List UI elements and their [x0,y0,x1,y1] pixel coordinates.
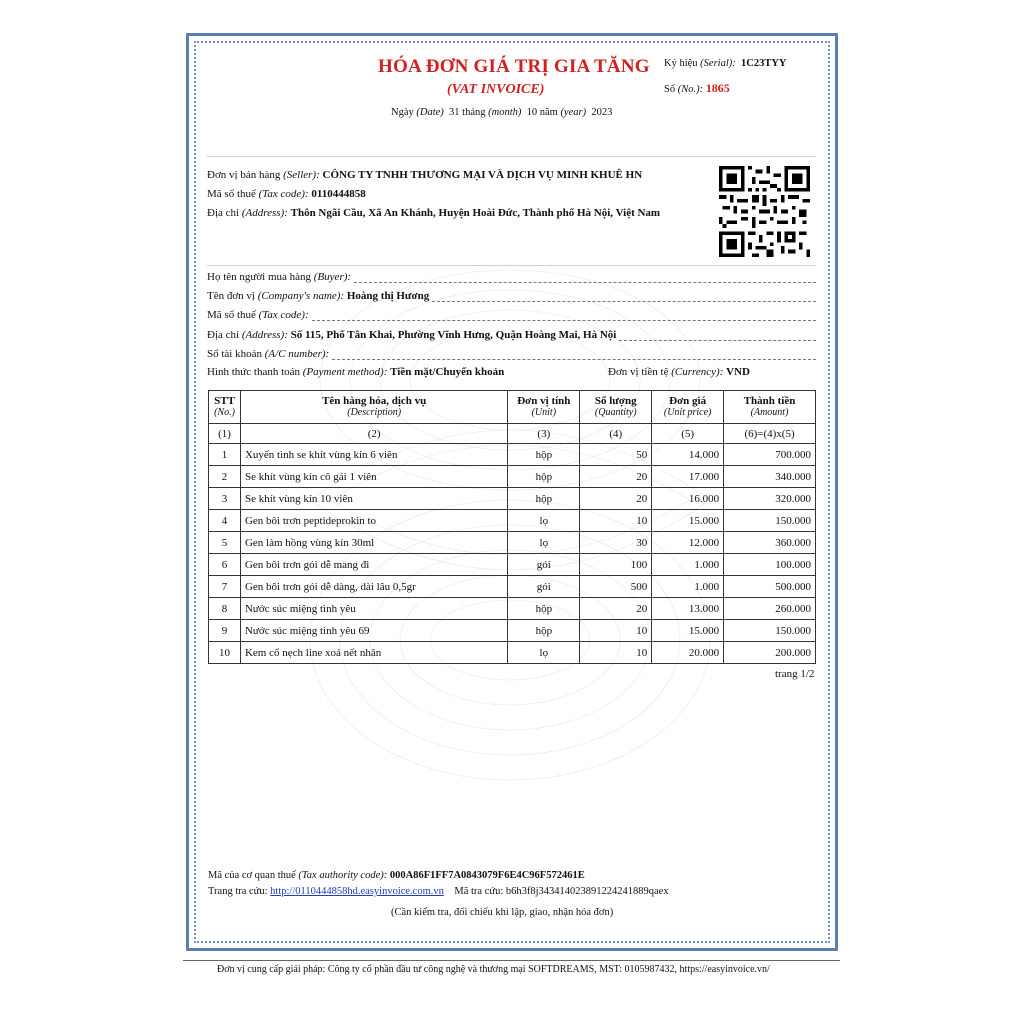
solution-provider-line: Đơn vị cung cấp giải pháp: Công ty cổ phần đầu tư công nghệ và thương mại SOFTDREAMS, MST: 0105987432, https://easyinvoice.vn/ [217,964,770,975]
table-row: 1 Xuyến tình se khít vùng kín 6 viên hộp 50 14.000 700.000 [209,444,816,466]
invoice-date: Ngày (Date) 31 tháng (month) 10 năm (year) 2023 [391,107,613,118]
company-row: Tên đơn vị (Company's name): Hoàng thị Hương [207,290,816,302]
seller-tax-code: 0110444858 [311,188,366,200]
lookup-row: Trang tra cứu: http://0110444858hd.easyinvoice.com.vn Mã tra cứu: b6h3f8j343414023891224241889qaex [208,886,669,897]
seller-name-row: Đơn vị bán hàng (Seller): CÔNG TY TNHH THƯƠNG MẠI VÀ DỊCH VỤ MINH KHUÊ HN [207,169,643,181]
table-row: 6 Gen bôi trơn gói dễ mang đi gói 100 1.000 100.000 [209,554,816,576]
account-row: Số tài khoản (A/C number): [207,348,816,360]
payment-method: Tiền mặt/Chuyển khoản [390,366,505,378]
qr-code[interactable] [719,166,810,257]
seller-address-row: Địa chỉ (Address): Thôn Ngãi Cầu, Xã An Khánh, Huyện Hoài Đức, Thành phố Hà Nội, Việt Nam [207,207,661,219]
lookup-link[interactable]: http://0110444858hd.easyinvoice.com.vn [270,886,444,897]
table-row: 8 Nước súc miệng tình yêu hộp 20 13.000 260.000 [209,598,816,620]
divider [183,960,840,961]
buyer-name-row: Họ tên người mua hàng (Buyer): [207,271,816,283]
table-row: 7 Gen bôi trơn gói dễ dàng, dài lâu 0,5gr gói 500 1.000 500.000 [209,576,816,598]
company-name: Hoàng thị Hương [346,290,430,302]
buyer-tax-row: Mã số thuế (Tax code): [207,309,816,321]
invoice-title: HÓA ĐƠN GIÁ TRỊ GIA TĂNG [378,56,650,77]
invoice-subtitle: (VAT INVOICE) [447,82,545,97]
currency-field: Đơn vị tiền tệ (Currency): VND [608,366,750,378]
table-row: 2 Se khít vùng kín cô gái 1 viên hộp 20 17.000 340.000 [209,466,816,488]
serial-field: Ký hiệu (Serial): 1C23TYY [664,58,787,69]
seller-name: CÔNG TY TNHH THƯƠNG MẠI VÀ DỊCH VỤ MINH KHUÊ HN [322,169,643,181]
column-header-description: Tên hàng hóa, dịch vụ (Description) [240,391,507,424]
column-header-quantity: Số lượng (Quantity) [580,391,652,424]
invoice-number-value: 1865 [705,81,730,95]
verification-note: (Cần kiểm tra, đối chiếu khi lập, giao, nhận hóa đơn) [391,907,614,918]
seller-address: Thôn Ngãi Cầu, Xã An Khánh, Huyện Hoài Đức, Thành phố Hà Nội, Việt Nam [290,207,661,219]
page-indicator: trang 1/2 [775,668,815,680]
table-header-row [209,391,816,424]
column-header-unit-price: Đơn giá (Unit price) [652,391,724,424]
divider [207,156,816,157]
table-row: 3 Se khít vùng kín 10 viên hộp 20 16.000 320.000 [209,488,816,510]
divider [207,265,816,266]
column-header-unit: Đơn vị tính (Unit) [508,391,580,424]
table-row: 5 Gen làm hồng vùng kín 30ml lọ 30 12.000 360.000 [209,532,816,554]
lookup-code: b6h3f8j343414023891224241889qaex [505,886,669,897]
payment-row: Hình thức thanh toán (Payment method): Tiền mặt/Chuyển khoản Đơn vị tiền tệ (Currency): VND [207,366,750,378]
column-header-amount: Thành tiền (Amount) [724,391,816,424]
serial-value: 1C23TYY [741,58,787,69]
table-row: 10 Kem cổ nẹch line xoá nết nhăn lọ 10 20.000 200.000 [209,642,816,664]
table-row: 4 Gen bôi trơn peptideprokin to lọ 10 15.000 150.000 [209,510,816,532]
buyer-address-row: Địa chỉ (Address): Số 115, Phố Tân Khai, Phường Vĩnh Hưng, Quận Hoàng Mai, Hà Nội [207,329,816,341]
column-index-row: (1) (2) (3) (4) (5) (6)=(4)x(5) [209,424,816,444]
items-table [208,390,816,664]
currency-value: VND [726,366,750,378]
tax-authority-code: 000A86F1FF7A0843079F6E4C96F572461E [389,870,585,881]
tax-authority-code-row: Mã của cơ quan thuế (Tax authority code): 000A86F1FF7A0843079F6E4C96F572461E [208,870,585,881]
table-row: 9 Nước súc miệng tình yêu 69 hộp 10 15.000 150.000 [209,620,816,642]
column-header-no: STT (No.) [209,391,241,424]
buyer-address: Số 115, Phố Tân Khai, Phường Vĩnh Hưng, Quận Hoàng Mai, Hà Nội [290,329,617,341]
seller-tax-row: Mã số thuế (Tax code): 0110444858 [207,188,366,200]
invoice-number-field: Số (No.): 1865 [664,81,730,95]
